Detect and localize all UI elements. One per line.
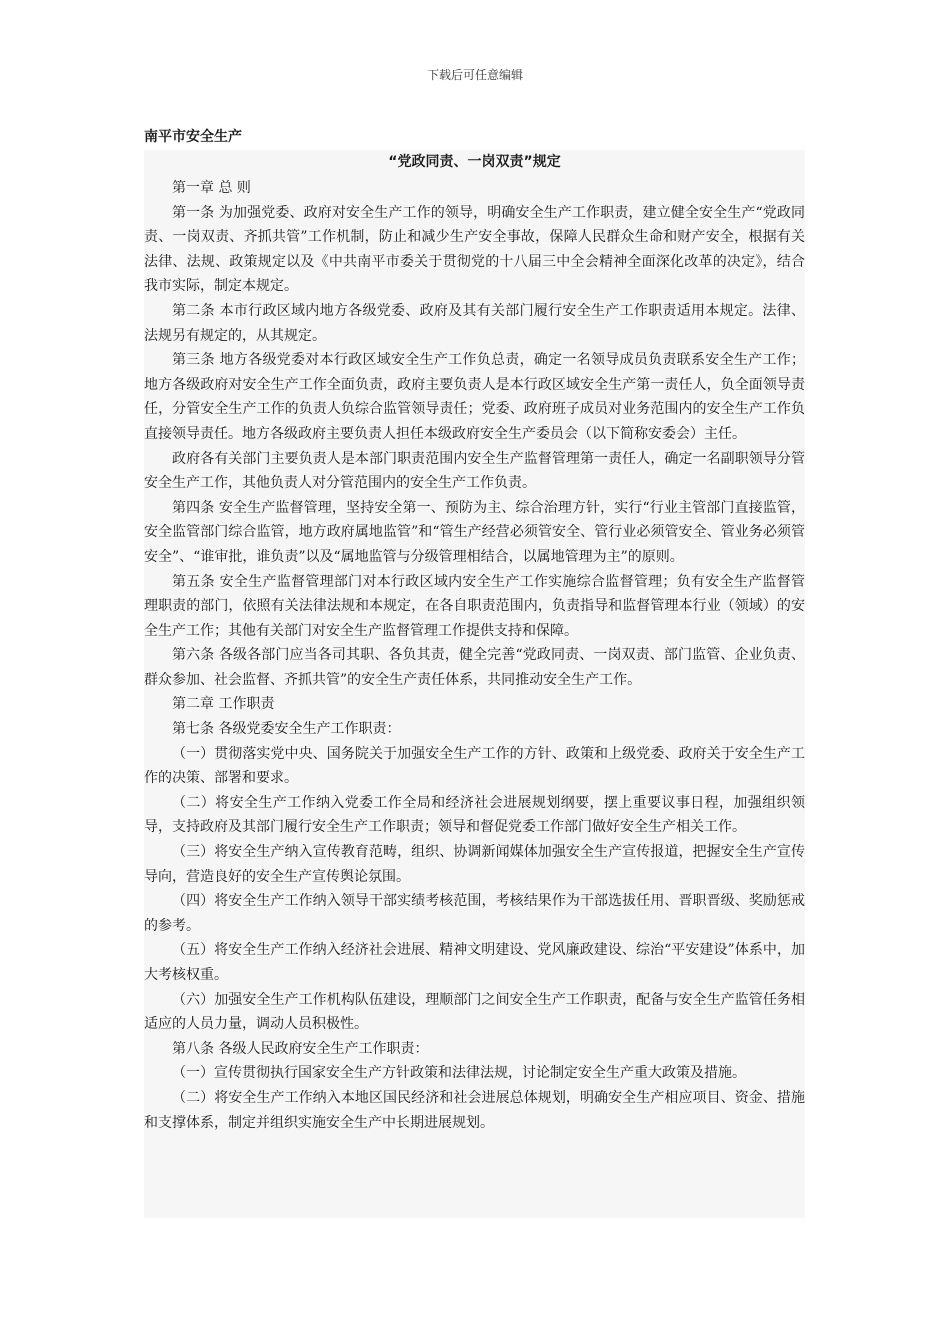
paragraph: 第八条 各级人民政府安全生产工作职责：: [172, 1040, 429, 1057]
paragraph: （五）将安全生产工作纳入经济社会进展、精神文明建设、党风廉政建设、综治“平安建设”体系中，加大考核权重。: [144, 942, 805, 983]
paragraph: 第六条 各级各部门应当各司其职、各负其责，健全完善“党政同责、一岗双责、部门监管、企业负责、群众参加、社会监督、齐抓共管”的安全生产责任体系，共同推动安全生产工作。: [144, 647, 805, 688]
paragraph: 第一条 为加强党委、政府对安全生产工作的领导，明确安全生产工作职责，建立健全安全生产“党政同责、一岗双责、齐抓共管”工作机制，防止和减少生产安全事故，保障人民群众生命和财产安全，根据有关法律、法规、政策规定以及《中共南平市委关于贯彻党的十八届三中全会精神全面深化改革的决定》，结合我市实际，制定本规定。: [144, 204, 805, 295]
paragraph: （六）加强安全生产工作机构队伍建设，理顺部门之间安全生产工作职责，配备与安全生产监管任务相适应的人员力量，调动人员积极性。: [144, 991, 805, 1033]
paragraph: 政府各有关部门主要负责人是本部门职责范围内安全生产监督管理第一责任人，确定一名副职领导分管安全生产工作，其他负责人对分管范围内的安全生产工作负责。: [144, 450, 805, 492]
paragraph: 第七条 各级党委安全生产工作职责：: [172, 721, 401, 738]
document-title: “党政同责、一岗双责”规定: [388, 154, 561, 170]
paragraph: 第三条 地方各级党委对本行政区域安全生产工作负总责，确定一名领导成员负责联系安全生产工作；地方各级政府对安全生产工作全面负责，政府主要负责人是本行政区域安全生产第一责任人，负全面领导责任，分管安全生产工作的负责人负综合监管领导责任；党委、政府班子成员对业务范围内的安全生产工作负直接领导责任。地方各级政府主要负责人担任本级政府安全生产委员会（以下简称安委会）主任。: [144, 352, 805, 442]
paragraph: （二）将安全生产工作纳入党委工作全局和经济社会进展规划纲要，摆上重要议事日程，加强组织领导，支持政府及其部门履行安全生产工作职责；领导和督促党委工作部门做好安全生产相关工作。: [144, 794, 805, 836]
paragraph: 第四条 安全生产监督管理，坚持安全第一、预防为主、综合治理方针，实行“行业主管部门直接监管，安全监管部门综合监管，地方政府属地监管”和“管生产经营必须管安全、管行业必须管安全、管业务必须管安全”、“谁审批，谁负责”以及“属地监管与分级管理相结合，以属地管理为主”的原则。: [144, 499, 805, 565]
document-org-title: 南平市安全生产: [144, 129, 242, 145]
paragraph: （二）将安全生产工作纳入本地区国民经济和社会进展总体规划，明确安全生产相应项目、资金、措施和支撑体系，制定并组织实施安全生产中长期进展规划。: [144, 1089, 805, 1131]
paragraph: 第五条 安全生产监督管理部门对本行政区域内安全生产工作实施综合监督管理；负有安全生产监督管理职责的部门，依照有关法律法规和本规定，在各自职责范围内，负责指导和监督管理本行业（领域）的安全生产工作；其他有关部门对安全生产监督管理工作提供支持和保障。: [144, 573, 805, 639]
document-body: [144, 176, 805, 1135]
paragraph: （四）将安全生产工作纳入领导干部实绩考核范围，考核结果作为干部选拔任用、晋职晋级、奖励惩戒的参考。: [144, 893, 805, 934]
page-header-note: 下载后可任意编辑: [426, 68, 523, 82]
chapter-heading: 第二章 工作职责: [172, 696, 275, 713]
paragraph: （三）将安全生产纳入宣传教育范畴，组织、协调新闻媒体加强安全生产宣传报道，把握安全生产宣传导向，营造良好的安全生产宣传舆论氛围。: [144, 844, 805, 885]
chapter-heading: 第一章 总 则: [172, 180, 251, 196]
paragraph: 第二条 本市行政区域内地方各级党委、政府及其有关部门履行安全生产工作职责适用本规定。法律、法规另有规定的，从其规定。: [144, 302, 805, 344]
paragraph: （一）贯彻落实党中央、国务院关于加强安全生产工作的方针、政策和上级党委、政府关于安全生产工作的决策、部署和要求。: [144, 745, 805, 787]
paragraph: （一）宣传贯彻执行国家安全生产方针政策和法律法规，讨论制定安全生产重大政策及措施。: [172, 1065, 746, 1082]
